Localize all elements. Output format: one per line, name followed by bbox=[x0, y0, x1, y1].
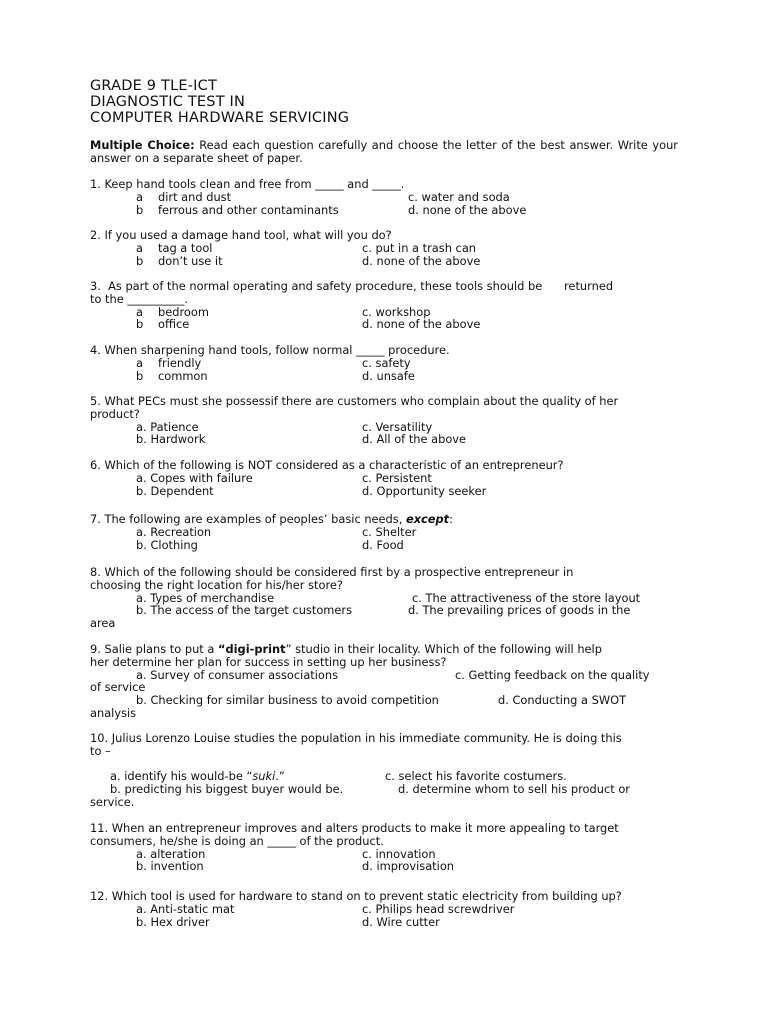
question-stem-cont: to the __________. bbox=[90, 291, 188, 306]
option-d: d. determine whom to sell his product or bbox=[398, 782, 630, 797]
option-b: b. Hardwork bbox=[136, 432, 206, 447]
option-b: b. Hex driver bbox=[136, 914, 210, 929]
option-d: d. Opportunity seeker bbox=[362, 483, 487, 498]
option-b: b. Dependent bbox=[136, 483, 214, 498]
options-row bbox=[90, 604, 680, 617]
question-4 bbox=[90, 344, 680, 382]
question-11 bbox=[90, 822, 680, 873]
question-stem: 12. Which tool is used for hardware to stand on to prevent static electricity from building up? bbox=[90, 889, 622, 903]
options-row bbox=[90, 783, 680, 796]
question-stem: 1. Keep hand tools clean and free from _____ and _____. bbox=[90, 177, 405, 191]
option-a: a. Patience bbox=[136, 419, 199, 434]
option-a: a. Survey of consumer associations bbox=[136, 667, 339, 682]
question-stem: 4. When sharpening hand tools, follow normal _____ procedure. bbox=[90, 343, 450, 357]
question-stem: 6. Which of the following is NOT considered as a characteristic of an entrepreneur? bbox=[90, 458, 564, 472]
question-stem-cont: consumers, he/she is doing an _____ of the product. bbox=[90, 833, 384, 848]
options-row bbox=[90, 539, 680, 552]
option-c: c. safety bbox=[362, 355, 411, 370]
question-stem: 10. Julius Lorenzo Louise studies the population in his immediate community. He is doing this bbox=[90, 731, 622, 745]
question-stem: 7. The following are examples of peoples’ basic needs, except: bbox=[90, 512, 453, 526]
question-stem-cont: choosing the right location for his/her store? bbox=[90, 577, 343, 592]
question-12 bbox=[90, 890, 680, 928]
options-row bbox=[90, 204, 680, 217]
question-stem-cont: her determine her plan for success in setting up her business? bbox=[90, 654, 447, 669]
question-stem: 5. What PECs must she possessif there are customers who complain about the quality of her bbox=[90, 394, 619, 408]
option-b: b. invention bbox=[136, 859, 204, 874]
instructions bbox=[90, 139, 678, 165]
question-2 bbox=[90, 229, 680, 267]
option-a: a. alteration bbox=[136, 846, 206, 861]
question-9 bbox=[90, 643, 680, 720]
instructions-label: Multiple Choice: bbox=[90, 138, 195, 152]
question-stem: 9. Salie plans to put a “digi-print” studio in their locality. Which of the following will help bbox=[90, 642, 602, 656]
options-row bbox=[90, 255, 680, 268]
option-c-cont: of service bbox=[90, 680, 146, 695]
option-b: b office bbox=[136, 317, 190, 332]
option-a: a. Copes with failure bbox=[136, 470, 253, 485]
option-c: c. The attractiveness of the store layout bbox=[412, 590, 641, 605]
option-a: a dirt and dust bbox=[136, 189, 232, 204]
question-1 bbox=[90, 178, 680, 216]
option-b: b. The access of the target customers bbox=[136, 603, 353, 618]
option-a: a friendly bbox=[136, 355, 202, 370]
question-stem: 2. If you used a damage hand tool, what will you do? bbox=[90, 228, 392, 242]
option-b: b don’t use it bbox=[136, 253, 223, 268]
question-3 bbox=[90, 280, 680, 331]
option-d: d. none of the above bbox=[362, 317, 481, 332]
option-d-cont: service. bbox=[90, 794, 135, 809]
option-c: c. Persistent bbox=[362, 470, 432, 485]
options-row bbox=[90, 694, 680, 707]
option-b: b. Clothing bbox=[136, 537, 198, 552]
options-row bbox=[90, 669, 680, 682]
option-c: c. Getting feedback on the quality bbox=[455, 667, 650, 682]
question-6 bbox=[90, 459, 680, 497]
option-d: d. Wire cutter bbox=[362, 914, 440, 929]
option-d: d. none of the above bbox=[362, 253, 481, 268]
option-d: d. unsafe bbox=[362, 368, 415, 383]
option-c: c. Philips head screwdriver bbox=[362, 901, 515, 916]
option-d-cont: area bbox=[90, 616, 116, 631]
option-c: c. Versatility bbox=[362, 419, 433, 434]
question-stem-cont: to – bbox=[90, 743, 111, 758]
option-a: a. Recreation bbox=[136, 524, 212, 539]
options-row bbox=[90, 433, 680, 446]
options-row bbox=[90, 485, 680, 498]
option-a: a. identify his would-be “suki.” bbox=[110, 769, 285, 784]
options-row bbox=[90, 370, 680, 383]
options-row bbox=[90, 472, 680, 485]
options-row bbox=[90, 903, 680, 916]
option-a: a bedroom bbox=[136, 304, 209, 319]
option-b: b. predicting his biggest buyer would be. bbox=[110, 782, 344, 797]
option-d: d. The prevailing prices of goods in the bbox=[408, 603, 631, 618]
option-c: c. put in a trash can bbox=[362, 240, 477, 255]
option-d-cont: analysis bbox=[90, 705, 137, 720]
option-a: a. Types of merchandise bbox=[136, 590, 275, 605]
options-row bbox=[90, 916, 680, 929]
option-b: b common bbox=[136, 368, 208, 383]
option-d: d. Conducting a SWOT bbox=[498, 693, 627, 708]
question-7 bbox=[90, 513, 680, 551]
options-row bbox=[90, 318, 680, 331]
title-grade: GRADE 9 TLE-ICT bbox=[90, 78, 218, 94]
option-a: a. Anti-static mat bbox=[136, 901, 235, 916]
option-d: d. none of the above bbox=[408, 202, 527, 217]
option-c: c. water and soda bbox=[408, 189, 510, 204]
options-row bbox=[90, 526, 680, 539]
question-stem: 3. As part of the normal operating and safety procedure, these tools should be returned bbox=[90, 279, 614, 293]
test-title bbox=[90, 78, 349, 126]
option-d: d. Food bbox=[362, 537, 404, 552]
title-test: DIAGNOSTIC TEST IN bbox=[90, 94, 246, 110]
emphasis-except: except bbox=[405, 512, 450, 526]
question-stem: 11. When an entrepreneur improves and alters products to make it more appealing to target bbox=[90, 821, 619, 835]
option-c: c. Shelter bbox=[362, 524, 417, 539]
instructions-text: Read each question carefully and choose the letter of the best answer. Write your answer on a separate sheet of paper. bbox=[90, 138, 678, 165]
option-a: a tag a tool bbox=[136, 240, 213, 255]
emphasis-digi-print: “digi-print bbox=[218, 642, 286, 656]
question-stem: 8. Which of the following should be considered first by a prospective entrepreneur in bbox=[90, 565, 574, 579]
option-d: d. All of the above bbox=[362, 432, 467, 447]
question-10 bbox=[90, 732, 680, 809]
option-c: c. workshop bbox=[362, 304, 431, 319]
options-row bbox=[90, 860, 680, 873]
question-5 bbox=[90, 395, 680, 446]
option-b: b. Checking for similar business to avoid competition bbox=[136, 693, 439, 708]
option-c: c. select his favorite costumers. bbox=[385, 769, 567, 784]
title-subject: COMPUTER HARDWARE SERVICING bbox=[90, 110, 350, 126]
question-stem-cont: product? bbox=[90, 406, 140, 421]
option-c: c. innovation bbox=[362, 846, 436, 861]
question-8 bbox=[90, 566, 680, 630]
option-b: b ferrous and other contaminants bbox=[136, 202, 339, 217]
option-d: d. improvisation bbox=[362, 859, 455, 874]
